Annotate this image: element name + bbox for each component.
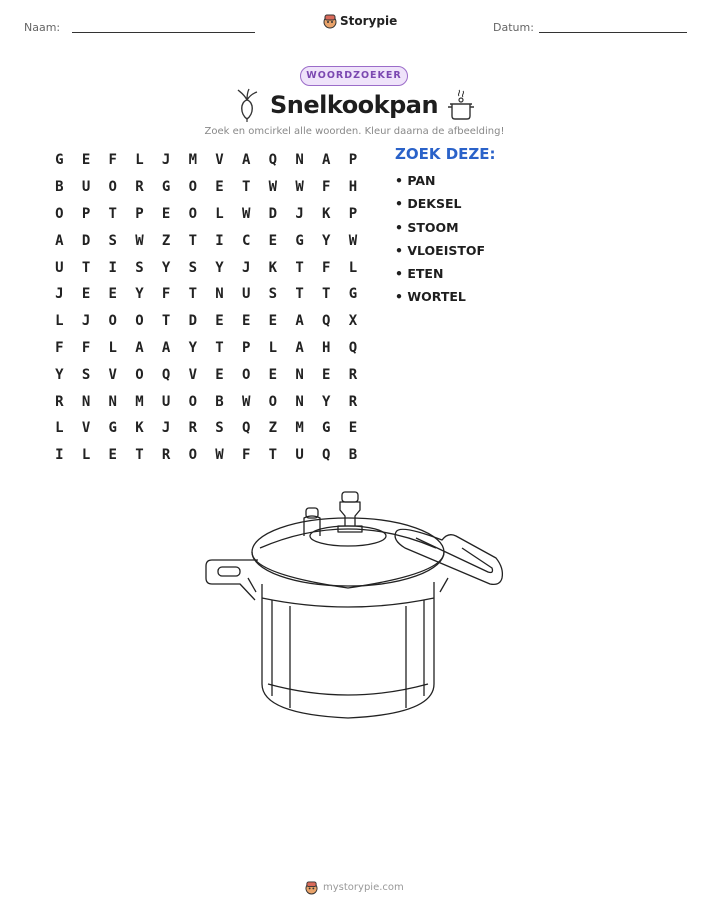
grid-cell[interactable]: F (322, 259, 331, 276)
grid-cell[interactable]: R (348, 366, 358, 383)
word-list-item: • STOOM (395, 219, 485, 242)
grid-cell[interactable]: E (108, 286, 117, 303)
grid-cell[interactable]: G (322, 420, 331, 437)
grid-cell[interactable]: F (241, 447, 251, 464)
grid-cell[interactable]: W (241, 393, 251, 410)
storypie-mascot-icon (323, 13, 337, 29)
grid-cell[interactable]: X (348, 313, 358, 330)
grid-cell[interactable]: T (81, 259, 91, 276)
grid-cell[interactable]: W (295, 179, 304, 196)
grid-cell[interactable]: Y (215, 259, 224, 276)
grid-cell[interactable]: G (161, 179, 171, 196)
grid-cell[interactable]: Y (188, 339, 197, 356)
grid-cell[interactable]: Q (322, 447, 331, 464)
grid-row (46, 335, 366, 362)
grid-cell[interactable]: A (55, 232, 64, 249)
word-list-title: ZOEK DEZE: (395, 145, 496, 163)
grid-cell[interactable]: A (241, 152, 251, 169)
name-line (72, 32, 255, 33)
grid-row (46, 415, 366, 442)
grid-cell[interactable]: S (135, 259, 144, 276)
page-title: Snelkookpan (270, 91, 439, 119)
grid-cell[interactable]: T (241, 179, 251, 196)
grid-cell[interactable]: E (241, 313, 251, 330)
grid-cell[interactable]: M (188, 152, 197, 169)
grid-cell[interactable]: W (215, 447, 224, 464)
grid-cell[interactable]: Q (322, 313, 331, 330)
grid-cell[interactable]: O (241, 366, 251, 383)
grid-cell[interactable]: F (55, 339, 64, 356)
grid-cell[interactable]: E (215, 313, 224, 330)
grid-cell[interactable]: T (295, 259, 304, 276)
date-line (539, 32, 687, 33)
grid-cell[interactable]: O (135, 313, 144, 330)
grid-cell[interactable]: R (348, 393, 358, 410)
grid-cell[interactable]: J (55, 286, 64, 303)
grid-cell[interactable]: R (188, 420, 197, 437)
grid-row (46, 201, 366, 228)
grid-row (46, 388, 366, 415)
grid-row (46, 147, 366, 174)
grid-cell[interactable]: K (322, 205, 331, 222)
grid-cell[interactable]: P (81, 205, 91, 222)
grid-cell[interactable]: T (135, 447, 144, 464)
grid-cell[interactable]: J (81, 313, 91, 330)
grid-cell[interactable]: Y (322, 393, 331, 410)
grid-cell[interactable]: R (55, 393, 64, 410)
grid-cell[interactable]: T (108, 205, 117, 222)
grid-cell[interactable]: S (215, 420, 224, 437)
turnip-icon (234, 88, 260, 122)
grid-cell[interactable]: A (161, 339, 171, 356)
grid-cell[interactable]: G (55, 152, 64, 169)
grid-row (46, 254, 366, 281)
grid-cell[interactable]: L (135, 152, 144, 169)
pressure-cooker-illustration (200, 488, 510, 723)
storypie-mascot-icon (305, 880, 318, 895)
grid-cell[interactable]: N (295, 393, 304, 410)
grid-cell[interactable]: N (295, 366, 304, 383)
grid-cell[interactable]: P (241, 339, 251, 356)
grid-cell[interactable]: Q (268, 152, 278, 169)
grid-cell[interactable]: L (55, 313, 64, 330)
grid-cell[interactable]: T (188, 286, 197, 303)
grid-cell[interactable]: P (135, 205, 144, 222)
grid-cell[interactable]: L (81, 447, 91, 464)
grid-cell[interactable]: L (348, 259, 358, 276)
word-search-grid (46, 147, 366, 469)
grid-cell[interactable]: W (241, 205, 251, 222)
grid-cell[interactable]: T (322, 286, 331, 303)
grid-cell[interactable]: U (295, 447, 304, 464)
grid-cell[interactable]: C (241, 232, 251, 249)
footer (305, 880, 404, 895)
grid-cell[interactable]: N (108, 393, 117, 410)
grid-cell[interactable]: E (81, 152, 91, 169)
grid-cell[interactable]: T (188, 232, 197, 249)
grid-cell[interactable]: F (108, 152, 117, 169)
grid-cell[interactable]: E (268, 232, 278, 249)
grid-cell[interactable]: V (81, 420, 91, 437)
word-list-item: • ETEN (395, 265, 485, 288)
grid-cell[interactable]: Z (161, 232, 171, 249)
word-list-item: • VLOEISTOF (395, 242, 485, 265)
name-label: Naam: (24, 21, 61, 34)
grid-cell[interactable]: O (268, 393, 278, 410)
grid-cell[interactable]: L (268, 339, 278, 356)
grid-row (46, 281, 366, 308)
grid-cell[interactable]: F (81, 339, 91, 356)
grid-cell[interactable]: W (135, 232, 144, 249)
grid-cell[interactable]: G (108, 420, 117, 437)
grid-cell[interactable]: U (161, 393, 171, 410)
grid-cell[interactable]: J (161, 420, 171, 437)
grid-cell[interactable]: Y (55, 366, 64, 383)
storypie-logo (323, 13, 397, 29)
grid-cell[interactable]: O (188, 447, 197, 464)
grid-cell[interactable]: R (135, 179, 144, 196)
grid-cell[interactable]: O (188, 393, 197, 410)
grid-cell[interactable]: S (268, 286, 278, 303)
grid-cell[interactable]: S (108, 232, 117, 249)
grid-cell[interactable]: S (188, 259, 197, 276)
grid-cell[interactable]: Y (161, 259, 171, 276)
grid-cell[interactable]: T (295, 286, 304, 303)
grid-cell[interactable]: N (215, 286, 224, 303)
instructions: Zoek en omcirkel alle woorden. Kleur daarna de afbeelding! (204, 126, 505, 137)
grid-cell[interactable]: O (188, 179, 197, 196)
grid-cell[interactable]: E (348, 420, 358, 437)
grid-cell[interactable]: O (108, 313, 117, 330)
grid-cell[interactable]: Q (161, 366, 171, 383)
grid-cell[interactable]: E (268, 366, 278, 383)
grid-cell[interactable]: D (188, 313, 197, 330)
grid-cell[interactable]: U (241, 286, 251, 303)
grid-cell[interactable]: O (188, 205, 197, 222)
word-list-item: • PAN (395, 172, 485, 195)
grid-cell[interactable]: M (295, 420, 304, 437)
grid-cell[interactable]: E (161, 205, 171, 222)
grid-cell[interactable]: V (108, 366, 117, 383)
grid-row (46, 227, 366, 254)
grid-cell[interactable]: H (322, 339, 331, 356)
grid-cell[interactable]: W (268, 179, 278, 196)
pot-icon (446, 88, 476, 122)
grid-row (46, 308, 366, 335)
grid-cell[interactable]: P (348, 205, 358, 222)
grid-row (46, 361, 366, 388)
logo-text: Storypie (340, 14, 398, 28)
grid-row (46, 174, 366, 201)
grid-cell[interactable]: J (241, 259, 251, 276)
word-list-item: • WORTEL (395, 288, 485, 311)
grid-cell[interactable]: O (108, 179, 117, 196)
grid-cell[interactable]: L (55, 420, 64, 437)
date-label: Datum: (493, 21, 534, 34)
grid-cell[interactable]: P (348, 152, 358, 169)
grid-cell[interactable]: E (108, 447, 117, 464)
grid-cell[interactable]: E (215, 179, 224, 196)
grid-cell[interactable]: Q (241, 420, 251, 437)
grid-cell[interactable]: E (322, 366, 331, 383)
grid-cell[interactable]: O (135, 366, 144, 383)
grid-cell[interactable]: Y (322, 232, 331, 249)
grid-cell[interactable]: L (108, 339, 117, 356)
grid-cell[interactable]: K (268, 259, 278, 276)
grid-cell[interactable]: N (81, 393, 91, 410)
grid-cell[interactable]: G (295, 232, 304, 249)
grid-cell[interactable]: G (348, 286, 358, 303)
grid-cell[interactable]: E (268, 313, 278, 330)
grid-cell[interactable]: U (55, 259, 64, 276)
grid-cell[interactable]: O (55, 205, 64, 222)
grid-cell[interactable]: T (215, 339, 224, 356)
grid-cell[interactable]: F (322, 179, 331, 196)
grid-cell[interactable]: F (161, 286, 171, 303)
grid-cell[interactable]: L (215, 205, 224, 222)
grid-cell[interactable]: B (215, 393, 224, 410)
grid-cell[interactable]: M (135, 393, 144, 410)
grid-cell[interactable]: I (55, 447, 64, 464)
grid-cell[interactable]: D (81, 232, 91, 249)
grid-cell[interactable]: J (295, 205, 304, 222)
word-list-item: • DEKSEL (395, 195, 485, 218)
grid-cell[interactable]: K (135, 420, 144, 437)
grid-cell[interactable]: T (161, 313, 171, 330)
grid-cell[interactable]: A (295, 313, 304, 330)
word-list (395, 172, 485, 312)
grid-cell[interactable]: H (348, 179, 358, 196)
grid-cell[interactable]: A (322, 152, 331, 169)
grid-cell[interactable]: V (215, 152, 224, 169)
grid-cell[interactable]: Z (268, 420, 278, 437)
grid-cell[interactable]: A (295, 339, 304, 356)
grid-cell[interactable]: B (55, 179, 64, 196)
grid-cell[interactable]: Y (135, 286, 144, 303)
category-badge: WOORDZOEKER (300, 66, 408, 86)
grid-cell[interactable]: V (188, 366, 197, 383)
grid-row (46, 442, 366, 469)
grid-cell[interactable]: W (348, 232, 358, 249)
grid-cell[interactable]: A (135, 339, 144, 356)
grid-cell[interactable]: D (268, 205, 278, 222)
grid-cell[interactable]: J (161, 152, 171, 169)
grid-cell[interactable]: T (268, 447, 278, 464)
grid-cell[interactable]: Q (348, 339, 358, 356)
grid-cell[interactable]: I (215, 232, 224, 249)
grid-cell[interactable]: U (81, 179, 91, 196)
grid-cell[interactable]: R (161, 447, 171, 464)
footer-url[interactable]: mystorypie.com (323, 882, 404, 893)
grid-cell[interactable]: E (215, 366, 224, 383)
grid-cell[interactable]: B (348, 447, 358, 464)
grid-cell[interactable]: N (295, 152, 304, 169)
grid-cell[interactable]: S (81, 366, 91, 383)
grid-cell[interactable]: I (108, 259, 117, 276)
grid-cell[interactable]: E (81, 286, 91, 303)
